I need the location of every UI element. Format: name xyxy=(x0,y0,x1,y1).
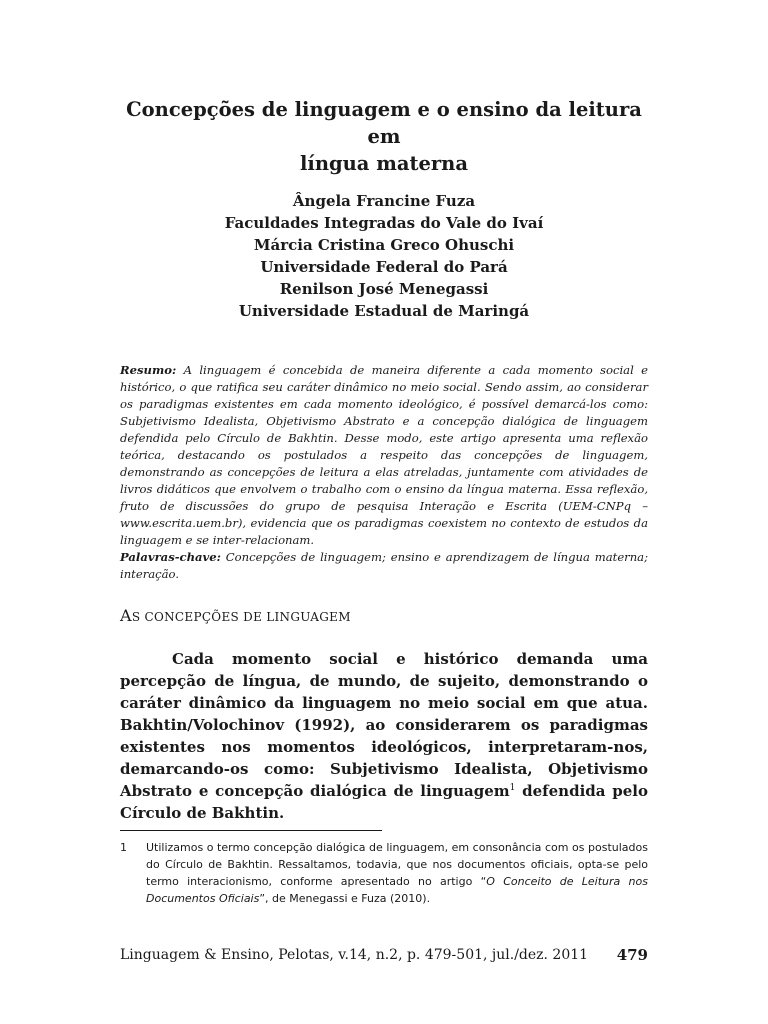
section-heading xyxy=(120,606,351,625)
author-name: Ângela Francine Fuza xyxy=(292,192,476,210)
footnote-text xyxy=(146,839,648,907)
author-block xyxy=(110,190,658,322)
article-title xyxy=(110,96,658,177)
footnote-divider xyxy=(120,830,382,831)
keywords-label: Palavras-chave: xyxy=(120,550,221,564)
body-text: Cada momento social e histórico demanda uma percepção de língua, de mundo, de sujeito, demonstrando o caráter dinâmico da linguagem no meio social em que atua. Bakhtin/Volochinov (1992), ao considerarem os paradigmas existentes nos momentos ideológicos, interpretaram-nos, demarcando-os como: Subjetivismo Idealista, Objetivismo Abstrato e concepção dialógica de linguagem xyxy=(120,650,648,800)
author-affiliation: Universidade Federal do Pará xyxy=(260,258,508,276)
footnote-text-start: Utilizamos o termo concepção dialógica de linguagem, em consonância com os postulados do Círculo de Bakhtin. Ressaltamos, todavia, que nos documentos oficiais, opta-se pelo termo interacionismo, conforme apresentado no artigo “ xyxy=(146,841,648,888)
footnote-mark: 1 xyxy=(120,841,127,854)
journal-citation: Linguagem & Ensino, Pelotas, v.14, n.2, p. 479-501, jul./dez. 2011 xyxy=(120,947,589,963)
abstract-label: Resumo: xyxy=(120,363,177,377)
abstract xyxy=(120,362,648,583)
abstract-text: A linguagem é concebida de maneira diferente a cada momento social e histórico, o que ratifica seu caráter dinâmico no meio social. Sendo assim, ao considerar os paradigmas existentes em cada momento ideológico, é possível demarcá-los como: Subjetivismo Idealista, Objetivismo Abstrato e a concepção dialógica de linguagem defendida pelo Círculo de Bakhtin. Desse modo, este artigo apresenta uma reflexão teórica, destacando os postulados a respeito das concepções de linguagem, demonstrando as concepções de leitura a elas atreladas, juntamente com atividades de livros didáticos que envolvem o trabalho com o ensino da língua materna. Essa reflexão, fruto de discussões do grupo de pesquisa Interação e Escrita (UEM-CNPq – www.escrita.uem.br), evidencia que os paradigmas coexistem no contexto de estudos da linguagem e se inter-relacionam. xyxy=(120,363,648,547)
body-paragraph xyxy=(120,648,648,824)
footnote xyxy=(120,839,648,907)
keywords-paragraph xyxy=(120,549,648,583)
section-heading-initial: A xyxy=(120,606,132,625)
author-name: Renilson José Menegassi xyxy=(279,280,489,298)
abstract-paragraph xyxy=(120,362,648,549)
footnote-reference[interactable]: 1 xyxy=(509,783,516,793)
title-line-2: língua materna xyxy=(300,152,468,175)
page-number: 479 xyxy=(616,946,648,964)
title-line-1: Concepções de linguagem e o ensino da leitura em xyxy=(126,98,642,148)
keywords-text: Concepções de linguagem; ensino e aprendizagem de língua materna; interação. xyxy=(120,550,649,581)
footnote-text-end: ”, de Menegassi e Fuza (2010). xyxy=(259,892,431,905)
author-affiliation: Faculdades Integradas do Vale do Ivaí xyxy=(224,214,544,232)
section-heading-rest: S CONCEPÇÕES DE LINGUAGEM xyxy=(131,610,351,624)
body-text-end: defendida pelo Círculo de Bakhtin. xyxy=(120,782,649,822)
author-name: Márcia Cristina Greco Ohuschi xyxy=(253,236,515,254)
author-affiliation: Universidade Estadual de Maringá xyxy=(238,302,530,320)
footnote-cited-title: O Conceito de Leitura nos Documentos Oficiais xyxy=(146,875,648,905)
